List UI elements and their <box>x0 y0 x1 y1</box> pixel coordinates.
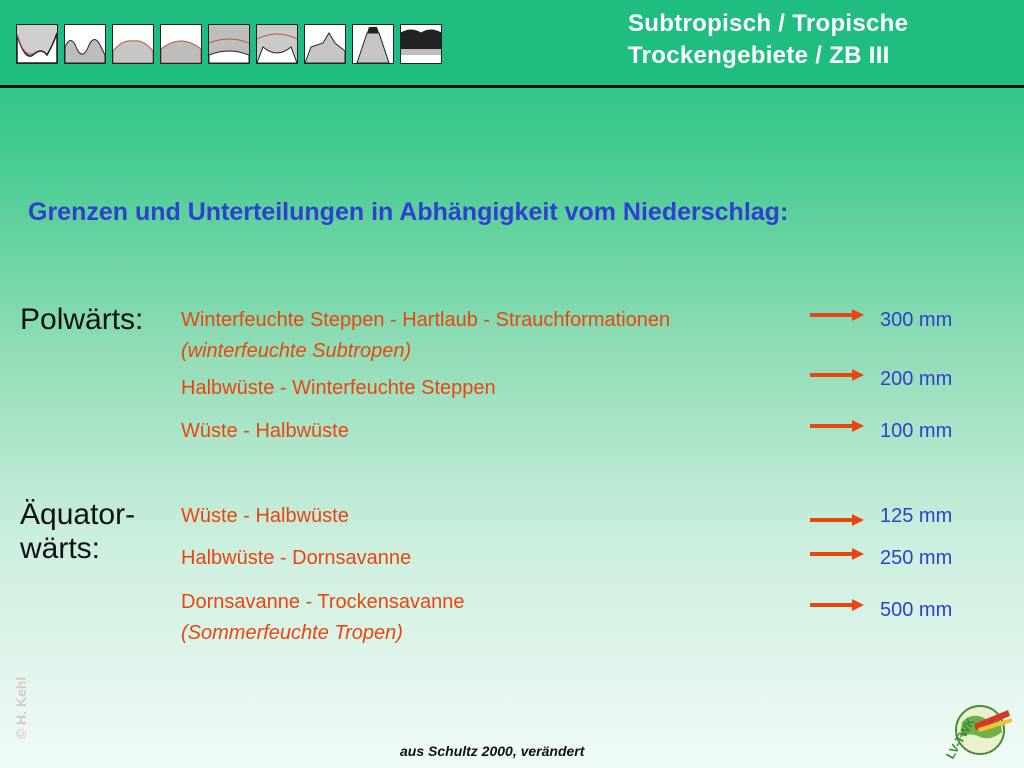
title-line-2: Trockengebiete / ZB III <box>628 42 890 69</box>
svg-text:LV-TWK: LV-TWK <box>943 715 978 762</box>
arrow-right-icon <box>810 368 864 382</box>
source-citation: aus Schultz 2000, verändert <box>400 743 585 759</box>
zone-poleward-1-note: (winterfeuchte Subtropen) <box>181 340 412 362</box>
zonobiome-thumbnail-3 <box>112 24 154 64</box>
arrow-right-icon <box>810 419 864 433</box>
arrow-right-icon <box>810 598 864 612</box>
arrow-right-icon <box>810 308 864 322</box>
arrow-right-icon <box>810 547 864 561</box>
arrow-right-icon <box>810 513 864 527</box>
value-equatorward-2: 250 mm <box>880 547 953 569</box>
zonobiome-thumbnail-8 <box>352 24 394 64</box>
value-equatorward-3: 500 mm <box>880 599 953 621</box>
zonobiome-thumbnail-7 <box>304 24 346 64</box>
equatorward-label <box>20 498 135 566</box>
zone-poleward-3: Wüste - Halbwüste <box>181 420 349 442</box>
page-title <box>628 8 1008 72</box>
zone-poleward-2: Halbwüste - Winterfeuchte Steppen <box>181 377 496 399</box>
value-poleward-2: 200 mm <box>880 368 953 390</box>
copyright-text: © H. Kehl <box>13 676 29 740</box>
zone-equatorward-3-text: Dornsavanne - Trockensavanne <box>181 591 465 613</box>
equatorward-label-line-1: Äquator- <box>20 498 136 531</box>
zone-poleward-1-text: Winterfeuchte Steppen - Hartlaub - Strauchformationen <box>181 309 671 331</box>
lv-twk-logo <box>928 688 1024 768</box>
zonobiome-thumbnail-4 <box>160 24 202 64</box>
zone-equatorward-3-note: (Sommerfeuchte Tropen) <box>181 622 403 644</box>
zonobiome-thumbnail-5 <box>208 24 250 64</box>
section-heading: Grenzen und Unterteilungen in Abhängigkeit vom Niederschlag: <box>28 198 789 226</box>
equatorward-label-line-2: wärts: <box>20 532 101 565</box>
zonobiome-thumbnail-1 <box>16 24 58 64</box>
zone-equatorward-3 <box>181 587 465 649</box>
zonobiome-thumbnail-6 <box>256 24 298 64</box>
value-equatorward-1: 125 mm <box>880 505 953 527</box>
poleward-label: Polwärts: <box>20 303 144 336</box>
zone-poleward-1 <box>181 305 670 367</box>
zonobiome-thumbnail-2 <box>64 24 106 64</box>
zone-equatorward-1: Wüste - Halbwüste <box>181 505 349 527</box>
zone-equatorward-2: Halbwüste - Dornsavanne <box>181 547 412 569</box>
value-poleward-1: 300 mm <box>880 309 953 331</box>
header-bar <box>0 0 1024 88</box>
zonobiome-thumbnail-9 <box>400 24 442 64</box>
title-line-1: Subtropisch / Tropische <box>628 10 909 37</box>
value-poleward-3: 100 mm <box>880 420 953 442</box>
